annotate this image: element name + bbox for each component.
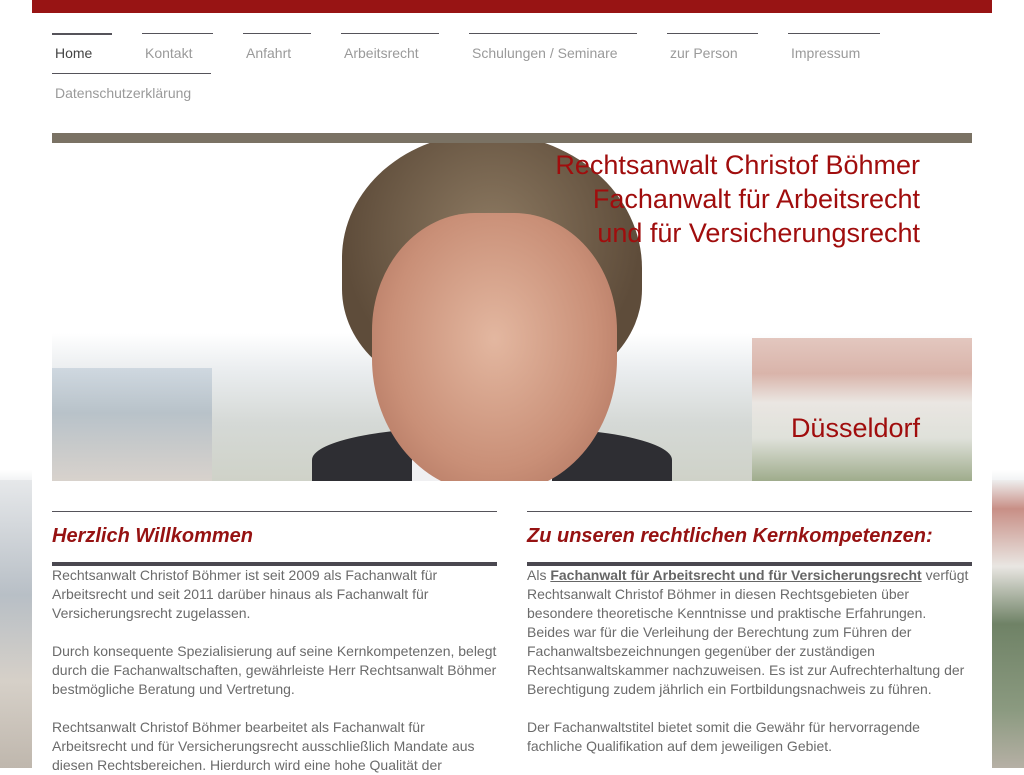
nav-zur-person[interactable]: zur Person xyxy=(667,33,758,63)
portrait-photo xyxy=(372,213,617,481)
hero-city: Düsseldorf xyxy=(790,413,920,443)
hero-title-line: und für Versicherungsrecht xyxy=(597,218,920,248)
hero-title xyxy=(555,148,920,250)
paragraph: Rechtsanwalt Christof Böhmer bearbeitet als Fachanwalt für Arbeitsrecht und für Versicherungsrecht ausschließlich Mandate aus diesen Rechtsbereichen. Hierdurch wird eine hohe Qualität der xyxy=(52,719,475,773)
welcome-heading: Herzlich Willkommen xyxy=(52,525,253,547)
nav-home[interactable]: Home xyxy=(52,33,112,63)
nav-arbeitsrecht[interactable]: Arbeitsrecht xyxy=(341,33,439,63)
hero-banner xyxy=(52,143,972,481)
top-brand-bar xyxy=(32,0,992,13)
fachanwalt-link[interactable]: Fachanwalt für Arbeitsrecht und für Versicherungsrecht xyxy=(550,567,922,583)
paragraph: Der Fachanwaltstitel bietet somit die Gewähr für hervorragende fachliche Qualifikation auf dem jeweiligen Gebiet. xyxy=(527,719,920,754)
city-background-image xyxy=(752,338,972,481)
competencies-heading: Zu unseren rechtlichen Kernkompetenzen: xyxy=(527,525,933,547)
nav-impressum[interactable]: Impressum xyxy=(788,33,880,63)
nav-kontakt[interactable]: Kontakt xyxy=(142,33,213,63)
welcome-section xyxy=(52,511,497,775)
nav-schulungen[interactable]: Schulungen / Seminare xyxy=(469,33,637,63)
city-background-image xyxy=(52,368,212,481)
paragraph: Durch konsequente Spezialisierung auf seine Kernkompetenzen, belegt durch die Fachanwaltschaften, gewährleiste Herr Rechtsanwalt Böhmer bestmögliche Beratung und Vertretung. xyxy=(52,643,497,697)
paragraph: Rechtsanwalt Christof Böhmer ist seit 2009 als Fachanwalt für Arbeitsrecht und seit 2011 darüber hinaus als Fachanwalt für Versicherungsrecht zugelassen. xyxy=(52,567,438,621)
page-container xyxy=(32,0,992,773)
paragraph xyxy=(527,566,972,699)
hero-top-bar xyxy=(52,133,972,143)
nav-anfahrt[interactable]: Anfahrt xyxy=(243,33,311,63)
text: verfügt Rechtsanwalt Christof Böhmer in diesen Rechtsgebieten über besondere theoretische Kenntnisse und praktische Erfahrungen. Beides war für die Verleihung der Berechtung zum Führen der Fachanwaltsbezeichnungen gegenüber der zuständigen Rechtsanwaltskammer nachzuweisen. Es ist zur Aufrechterhaltung der Berechtigung zudem jährlich ein Fortbildungsnachweis zu führen. xyxy=(527,567,969,697)
background-photo-left xyxy=(0,480,32,768)
background-photo-right xyxy=(992,480,1024,768)
hero-title-line: Rechtsanwalt Christof Böhmer xyxy=(555,150,920,180)
hero-title-line: Fachanwalt für Arbeitsrecht xyxy=(592,184,920,214)
text: Als xyxy=(527,567,551,583)
competencies-section xyxy=(527,511,972,756)
nav-datenschutz[interactable]: Datenschutzerklärung xyxy=(52,73,211,103)
